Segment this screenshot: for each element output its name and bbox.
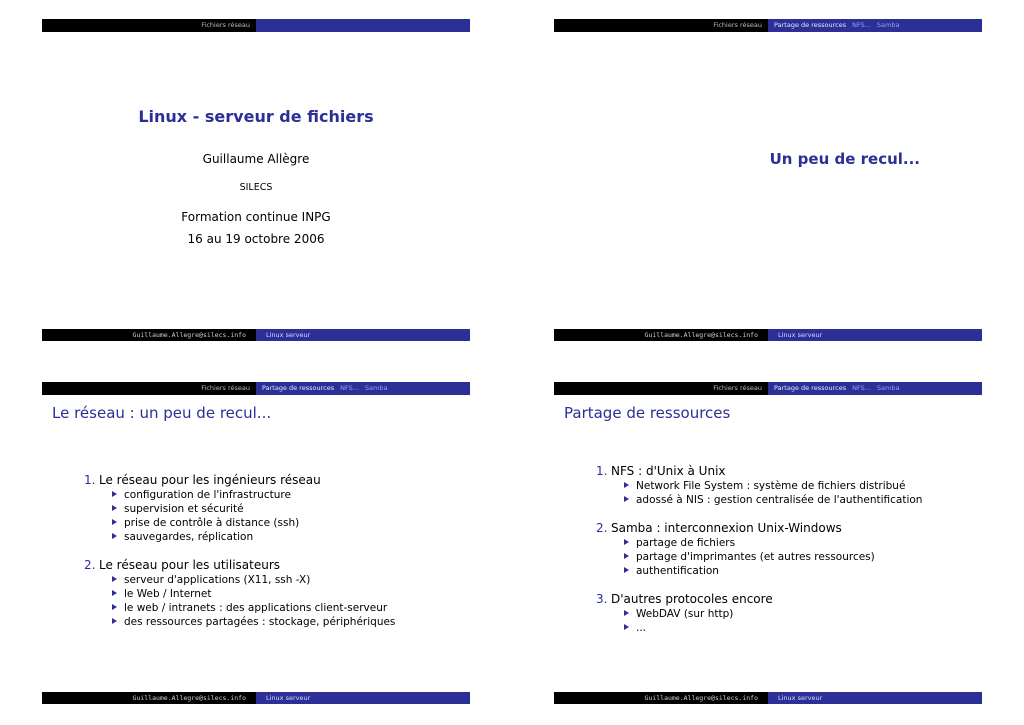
bullet-triangle-icon	[112, 533, 117, 539]
item-label: Samba : interconnexion Unix-Windows	[611, 521, 842, 535]
header-subsection-nav	[768, 382, 982, 395]
list-item	[596, 592, 922, 635]
footer-short-title: Linux serveur	[256, 692, 470, 704]
frame-title: Le réseau : un peu de recul...	[52, 404, 272, 422]
sub-item-text: prise de contrôle à distance (ssh)	[124, 517, 300, 529]
bullet-triangle-icon	[624, 567, 629, 573]
header-section-label[interactable]: Fichiers réseau	[42, 19, 256, 32]
sub-list	[596, 607, 922, 635]
item-number: 2.	[84, 558, 96, 572]
sub-item-text: partage d'imprimantes (et autres ressources)	[636, 551, 875, 563]
slide-header-bar	[42, 19, 470, 32]
sub-list	[596, 479, 922, 507]
sub-item	[112, 573, 395, 587]
sub-item	[624, 621, 922, 635]
sub-list	[84, 488, 395, 544]
presentation-date: 16 au 19 octobre 2006	[187, 232, 325, 246]
bullet-triangle-icon	[112, 590, 117, 596]
sub-item-text: adossé à NIS : gestion centralisée de l'authentification	[636, 494, 923, 506]
sub-item	[624, 479, 922, 493]
bullet-triangle-icon	[112, 618, 117, 624]
header-subsection-area	[256, 19, 470, 32]
slide-header-bar	[554, 382, 982, 395]
sub-item	[624, 493, 922, 507]
sub-item-text: partage de fichiers	[636, 537, 736, 549]
sub-item-text: le web / intranets : des applications client-serveur	[124, 602, 388, 614]
sub-item	[112, 587, 395, 601]
presentation-title: Linux - serveur de fichiers	[138, 107, 374, 126]
section-title: Un peu de recul...	[769, 150, 920, 168]
presentation-institute: SILECS	[239, 182, 273, 193]
header-subsection-nav	[768, 19, 982, 32]
slide-footer-bar	[554, 692, 982, 704]
sub-item	[112, 615, 395, 629]
presentation-author: Guillaume Allègre	[202, 152, 310, 166]
item-label: Le réseau pour les utilisateurs	[99, 558, 281, 572]
header-section-label[interactable]: Fichiers réseau	[554, 382, 768, 395]
footer-short-title: Linux serveur	[768, 329, 982, 341]
slide-reseau-recul	[42, 382, 470, 704]
slide-footer-bar	[42, 329, 470, 341]
bullet-triangle-icon	[112, 519, 117, 525]
item-label: Le réseau pour les ingénieurs réseau	[99, 473, 321, 487]
slide-title-page	[42, 19, 470, 341]
sub-list	[596, 536, 922, 578]
sub-item	[112, 502, 395, 516]
list-item	[596, 464, 922, 507]
frame-title: Partage de ressources	[564, 404, 731, 422]
sub-item-text: le Web / Internet	[124, 588, 212, 600]
footer-short-title: Linux serveur	[256, 329, 470, 341]
bullet-triangle-icon	[624, 482, 629, 488]
nav-subsection-partage[interactable]: Partage de ressources	[262, 384, 335, 392]
footer-email: Guillaume.Allegre@silecs.info	[554, 692, 768, 704]
header-section-label[interactable]: Fichiers réseau	[42, 382, 256, 395]
item-number: 1.	[84, 473, 96, 487]
item-number: 3.	[596, 592, 608, 606]
item-label: D'autres protocoles encore	[611, 592, 773, 606]
bullet-triangle-icon	[112, 604, 117, 610]
sub-list	[84, 573, 395, 629]
item-label: NFS : d'Unix à Unix	[611, 464, 726, 478]
slide-header-bar	[42, 382, 470, 395]
nav-subsection-nfs[interactable]: NFS...	[340, 384, 359, 392]
sub-item-text: supervision et sécurité	[124, 503, 244, 515]
nav-subsection-nfs[interactable]: NFS...	[852, 384, 871, 392]
footer-email: Guillaume.Allegre@silecs.info	[42, 692, 256, 704]
slide-footer-bar	[554, 329, 982, 341]
slide-header-bar	[554, 19, 982, 32]
nav-subsection-partage[interactable]: Partage de ressources	[774, 21, 847, 29]
bullet-triangle-icon	[624, 624, 629, 630]
item-number: 1.	[596, 464, 608, 478]
list-item	[596, 521, 922, 578]
slide-footer-bar	[42, 692, 470, 704]
header-subsection-nav	[256, 382, 470, 395]
bullet-triangle-icon	[624, 610, 629, 616]
sub-item-text: WebDAV (sur http)	[636, 608, 734, 620]
footer-email: Guillaume.Allegre@silecs.info	[42, 329, 256, 341]
nav-subsection-samba[interactable]: Samba	[364, 384, 388, 392]
footer-short-title: Linux serveur	[768, 692, 982, 704]
sub-item	[112, 601, 395, 615]
bullet-triangle-icon	[624, 496, 629, 502]
sub-item-text: configuration de l'infrastructure	[124, 489, 291, 501]
slide-section-page	[554, 19, 982, 341]
enumerated-list	[84, 473, 395, 643]
bullet-triangle-icon	[112, 576, 117, 582]
sub-item-text: Network File System : système de fichiers distribué	[636, 480, 906, 492]
bullet-triangle-icon	[112, 505, 117, 511]
slide-partage-ressources	[554, 382, 982, 704]
header-section-label[interactable]: Fichiers réseau	[554, 19, 768, 32]
sub-item	[624, 536, 922, 550]
list-item	[84, 473, 395, 544]
footer-email: Guillaume.Allegre@silecs.info	[554, 329, 768, 341]
nav-subsection-partage[interactable]: Partage de ressources	[774, 384, 847, 392]
sub-item	[624, 607, 922, 621]
enumerated-list	[596, 464, 922, 649]
presentation-event: Formation continue INPG	[181, 210, 331, 224]
sub-item	[112, 488, 395, 502]
item-number: 2.	[596, 521, 608, 535]
bullet-triangle-icon	[112, 491, 117, 497]
sub-item-text: sauvegardes, réplication	[124, 531, 254, 543]
nav-subsection-nfs[interactable]: NFS...	[852, 21, 871, 29]
bullet-triangle-icon	[624, 539, 629, 545]
sub-item-text: serveur d'applications (X11, ssh -X)	[124, 574, 311, 586]
sub-item	[112, 516, 395, 530]
sub-item-text: des ressources partagées : stockage, périphériques	[124, 616, 396, 628]
sub-item-text: ...	[636, 622, 647, 634]
sub-item	[624, 564, 922, 578]
list-item	[84, 558, 395, 629]
bullet-triangle-icon	[624, 553, 629, 559]
nav-subsection-samba[interactable]: Samba	[876, 21, 900, 29]
sub-item	[112, 530, 395, 544]
sub-item	[624, 550, 922, 564]
nav-subsection-samba[interactable]: Samba	[876, 384, 900, 392]
sub-item-text: authentification	[636, 565, 719, 577]
